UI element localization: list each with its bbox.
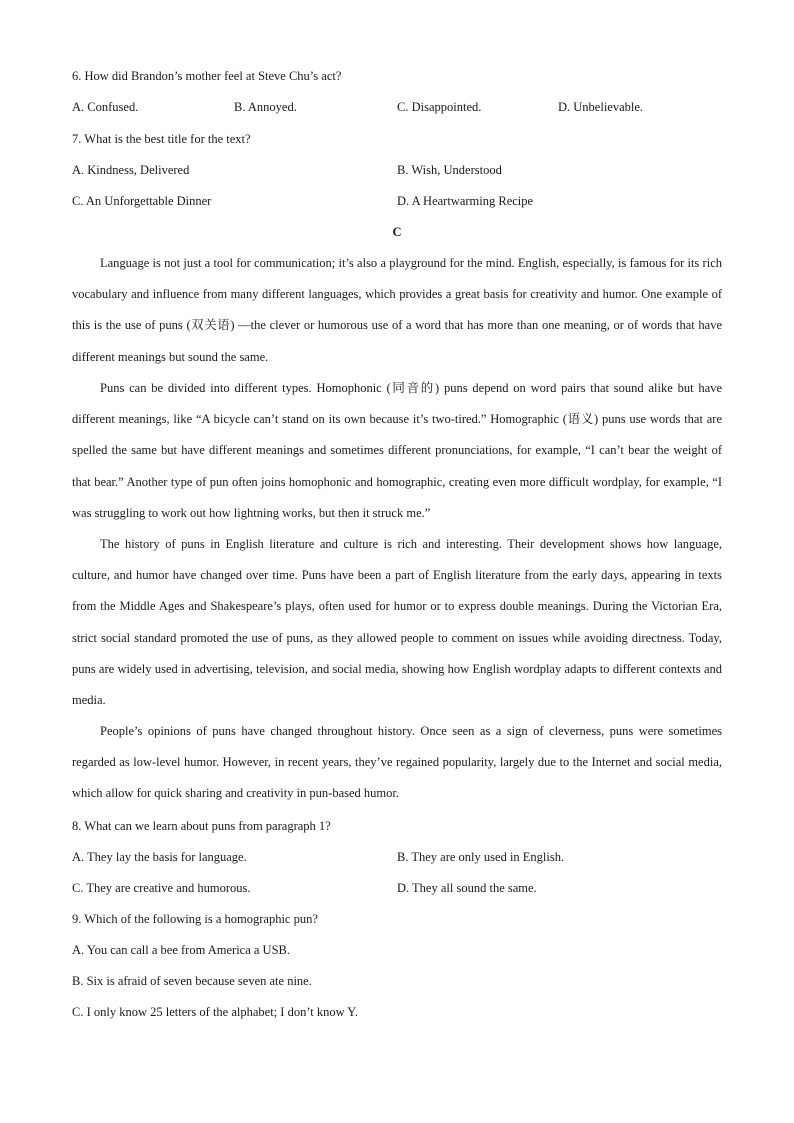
q9-option-b: B. Six is afraid of seven because seven ate nine. (72, 974, 312, 988)
question-9: 9. Which of the following is a homographic pun? (72, 912, 318, 926)
q7-option-d: D. A Heartwarming Recipe (397, 194, 534, 208)
q8-option-a: A. They lay the basis for language. (72, 850, 247, 864)
q8-option-b: B. They are only used in English. (397, 850, 565, 864)
question-7: 7. What is the best title for the text? (72, 132, 251, 146)
q7-option-a: A. Kindness, Delivered (72, 163, 190, 177)
q6-option-a: A. Confused. (72, 100, 139, 114)
q7-option-c: C. An Unforgettable Dinner (72, 194, 212, 208)
q9-option-c: C. I only know 25 letters of the alphabet; I don’t know Y. (72, 1005, 358, 1019)
passage-paragraph-4: People’s opinions of puns have changed throughout history. Once seen as a sign of cleverness, puns were sometimes regarded as low-level humor. However, in recent years, they’ve regained popularity, largely due to the Internet and social media, which allow for quick sharing and creativity in pun-based humor. (72, 724, 722, 801)
q6-option-b: B. Annoyed. (234, 100, 297, 114)
question-6: 6. How did Brandon’s mother feel at Steve Chu’s act? (72, 69, 342, 83)
q8-option-d: D. They all sound the same. (397, 881, 537, 895)
passage-paragraph-1: Language is not just a tool for communication; it’s also a playground for the mind. English, especially, is famous for its rich vocabulary and influence from many different languages, which provides a great basis for creativity and humor. One example of this is the use of puns (双关语) —the clever or humorous use of a word that has more than one meaning, or of words that have different meanings but sound the same. (72, 256, 722, 364)
q7-option-b: B. Wish, Understood (397, 163, 502, 177)
section-heading: C (392, 225, 402, 239)
passage-paragraph-2: Puns can be divided into different types. Homophonic (同音的) puns depend on word pairs that sound alike but have different meanings, like “A bicycle can’t stand on its own because it’s two-tired.” Homographic (语义) puns use words that are spelled the same but have different meanings and sometimes different pronunciations, for example, “I can’t bear the weight of that bear.” Another type of pun often joins homophonic and homographic, creating even more difficult wordplay, for example, “I was struggling to work out how lightning works, but then it struck me.” (72, 381, 722, 520)
q6-option-c: C. Disappointed. (397, 100, 482, 114)
question-8: 8. What can we learn about puns from paragraph 1? (72, 819, 331, 833)
q9-option-a: A. You can call a bee from America a USB. (72, 943, 290, 957)
q6-option-d: D. Unbelievable. (558, 100, 644, 114)
passage-paragraph-3: The history of puns in English literature and culture is rich and interesting. Their development shows how language, culture, and humor have changed over time. Puns have been a part of English literature from the early days, appearing in texts from the Middle Ages and Shakespeare’s plays, often used for humor or to express double meanings. During the Victorian Era, strict social standard promoted the use of puns, as they allowed people to comment on issues while avoiding directness. Today, puns are widely used in advertising, television, and social media, showing how English wordplay adapts to different contexts and media. (72, 537, 722, 708)
q8-option-c: C. They are creative and humorous. (72, 881, 251, 895)
